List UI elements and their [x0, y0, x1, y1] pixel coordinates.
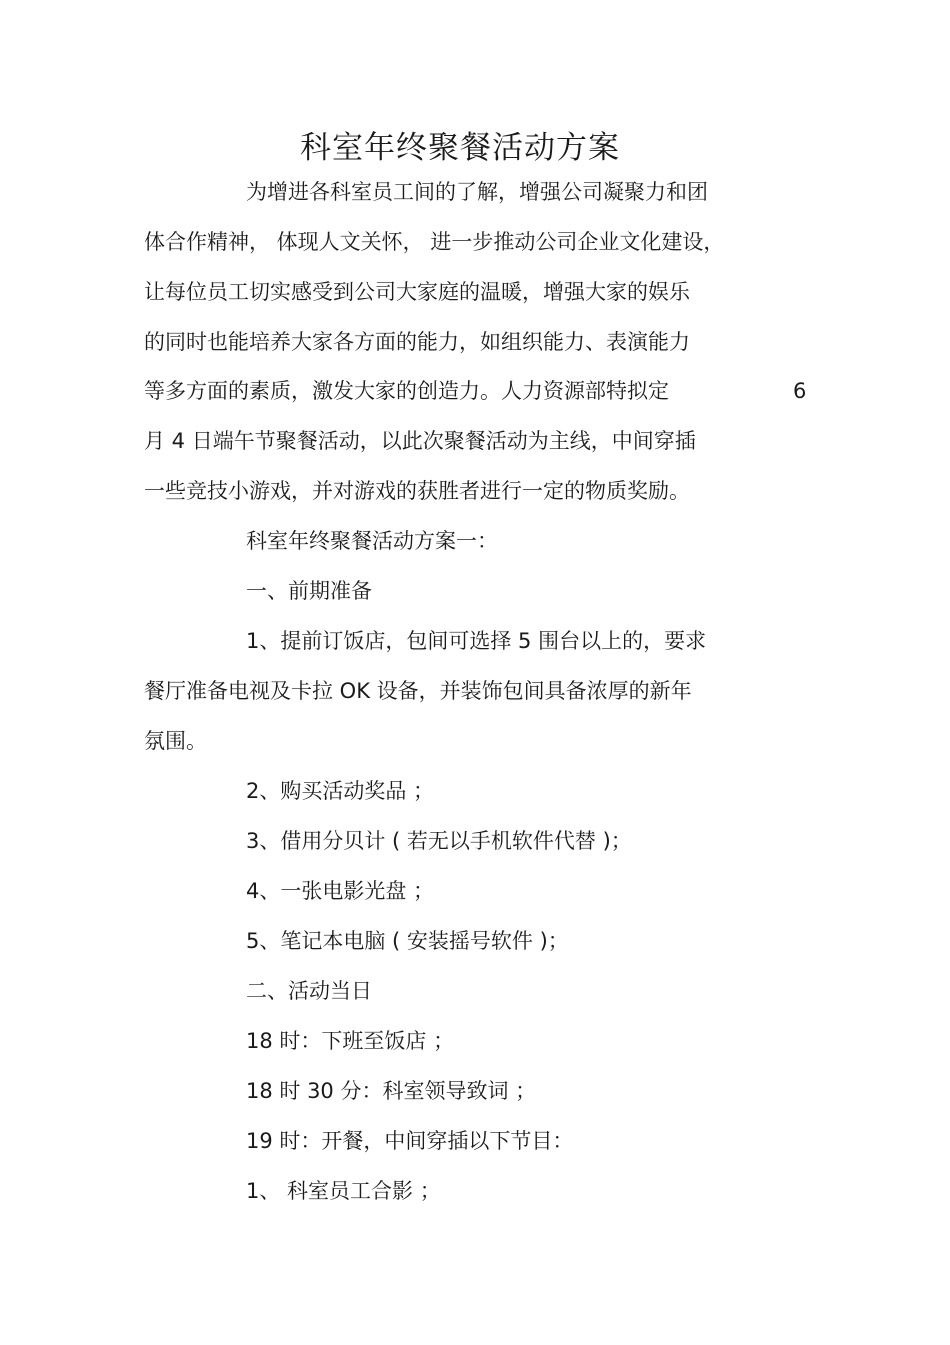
section2-heading: 二、活动当日: [246, 979, 372, 1003]
item1-line-3: 氛围。: [144, 729, 207, 753]
intro-line-3: 让每位员工切实感受到公司大家庭的温暖，增强大家的娱乐: [144, 280, 690, 304]
intro-line-2: 体合作精神， 体现人文关怀， 进一步推动公司企业文化建设，: [144, 230, 725, 254]
plan-heading: 科室年终聚餐活动方案一：: [246, 529, 498, 553]
section1-heading: 一、前期准备: [246, 579, 372, 603]
schedule-item-4: 1、 科室员工合影 ；: [246, 1179, 441, 1203]
schedule-item-3: 19 时：开餐，中间穿插以下节目：: [246, 1129, 574, 1153]
item1-line-2: 餐厅准备电视及卡拉 OK 设备，并装饰包间具备浓厚的新年: [144, 679, 692, 703]
list-item-3: 3、借用分贝计 ( 若无以手机软件代替 )；: [246, 829, 632, 853]
intro-line-6: 月 4 日端午节聚餐活动，以此次聚餐活动为主线，中间穿插: [144, 429, 696, 453]
intro-line-1: 为增进各科室员工间的了解，增强公司凝聚力和团: [246, 180, 708, 204]
intro-line-5-tail: 6: [793, 379, 807, 403]
list-item-2: 2、购买活动奖品 ；: [246, 779, 435, 803]
intro-line-4: 的同时也能培养大家各方面的能力，如组织能力、表演能力: [144, 330, 690, 354]
list-item-5: 5、笔记本电脑 ( 安装摇号软件 )；: [246, 929, 569, 953]
item1-line-1: 1、提前订饭店，包间可选择 5 围台以上的，要求: [246, 629, 707, 653]
schedule-item-1: 18 时：下班至饭店 ；: [246, 1029, 455, 1053]
document-title: 科室年终聚餐活动方案: [300, 130, 620, 166]
list-item-4: 4、一张电影光盘 ；: [246, 879, 435, 903]
intro-line-7: 一些竞技小游戏，并对游戏的获胜者进行一定的物质奖励。: [144, 479, 690, 503]
intro-line-5: 等多方面的素质，激发大家的创造力。人力资源部特拟定: [144, 379, 669, 403]
schedule-item-2: 18 时 30 分：科室领导致词 ；: [246, 1079, 537, 1103]
